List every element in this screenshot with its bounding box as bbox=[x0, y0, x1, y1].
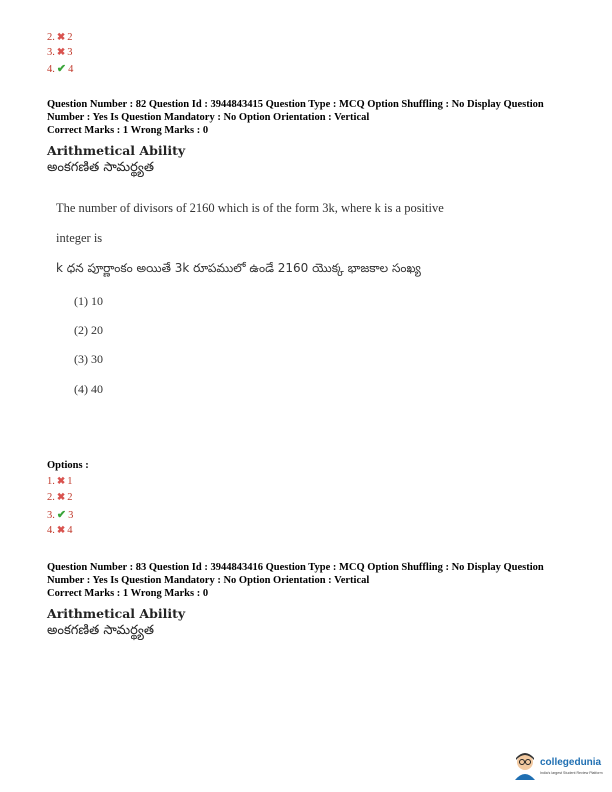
question-82-header bbox=[47, 98, 587, 137]
question-83-header-line2: Number : Yes Is Question Mandatory : No Option Orientation : Vertical bbox=[47, 575, 370, 586]
question-83-section-en: Arithmetical Ability bbox=[47, 606, 186, 621]
question-83-section-te: అంకగణిత సామర్థ్యత bbox=[47, 623, 155, 638]
prev-option-4: 4. ✔ 4 bbox=[47, 63, 74, 75]
question-82-section-te: అంకగణిత సామర్థ్యత bbox=[47, 160, 155, 175]
question-82-choice-4: (4) 40 bbox=[74, 382, 103, 396]
question-82-text-te: k ధన పూర్ణాంకం అయితే 3k రూపములో ఉండే 2160 యొక్క భాజకాల సంఖ్య bbox=[56, 261, 421, 275]
question-82-header-line2: Number : Yes Is Question Mandatory : No Option Orientation : Vertical bbox=[47, 112, 370, 123]
question-82-choice-2: (2) 20 bbox=[74, 323, 103, 337]
question-83-header-line1: Question Number : 83 Question Id : 3944843416 Question Type : MCQ Option Shuffling : No Display Question bbox=[47, 562, 544, 573]
wrong-mark-icon: ✖ bbox=[56, 492, 66, 503]
student-avatar-icon bbox=[512, 752, 538, 780]
check-mark-icon: ✔ bbox=[56, 509, 67, 521]
option-2: 2. ✖ 2 bbox=[47, 492, 73, 503]
question-82-choice-1: (1) 10 bbox=[74, 294, 103, 308]
option-4: 4. ✖ 4 bbox=[47, 525, 73, 536]
question-82-text-en-line1: The number of divisors of 2160 which is of the form 3k, where k is a positive bbox=[56, 201, 444, 215]
check-mark-icon: ✔ bbox=[56, 63, 67, 75]
question-82-choice-3: (3) 30 bbox=[74, 352, 103, 366]
collegedunia-logo bbox=[512, 752, 608, 782]
question-82-section-en: Arithmetical Ability bbox=[47, 143, 186, 158]
wrong-mark-icon: ✖ bbox=[56, 525, 66, 536]
wrong-mark-icon: ✖ bbox=[56, 32, 66, 43]
question-82-marks: Correct Marks : 1 Wrong Marks : 0 bbox=[47, 125, 209, 136]
logo-name: collegedunia bbox=[540, 757, 602, 768]
logo-tagline: India's largest Student Review Platform bbox=[540, 771, 603, 775]
prev-option-2: 2. ✖ 2 bbox=[47, 32, 73, 43]
question-83-marks: Correct Marks : 1 Wrong Marks : 0 bbox=[47, 588, 209, 599]
question-82-text-en-line2: integer is bbox=[56, 231, 103, 245]
question-83-header bbox=[47, 561, 587, 600]
question-82-options-label: Options : bbox=[47, 460, 89, 471]
prev-option-3: 3. ✖ 3 bbox=[47, 47, 73, 58]
question-82-header-line1: Question Number : 82 Question Id : 3944843415 Question Type : MCQ Option Shuffling : No Display Question bbox=[47, 99, 544, 110]
wrong-mark-icon: ✖ bbox=[56, 476, 66, 487]
option-1: 1. ✖ 1 bbox=[47, 476, 73, 487]
option-3: 3. ✔ 3 bbox=[47, 509, 74, 521]
wrong-mark-icon: ✖ bbox=[56, 47, 66, 58]
